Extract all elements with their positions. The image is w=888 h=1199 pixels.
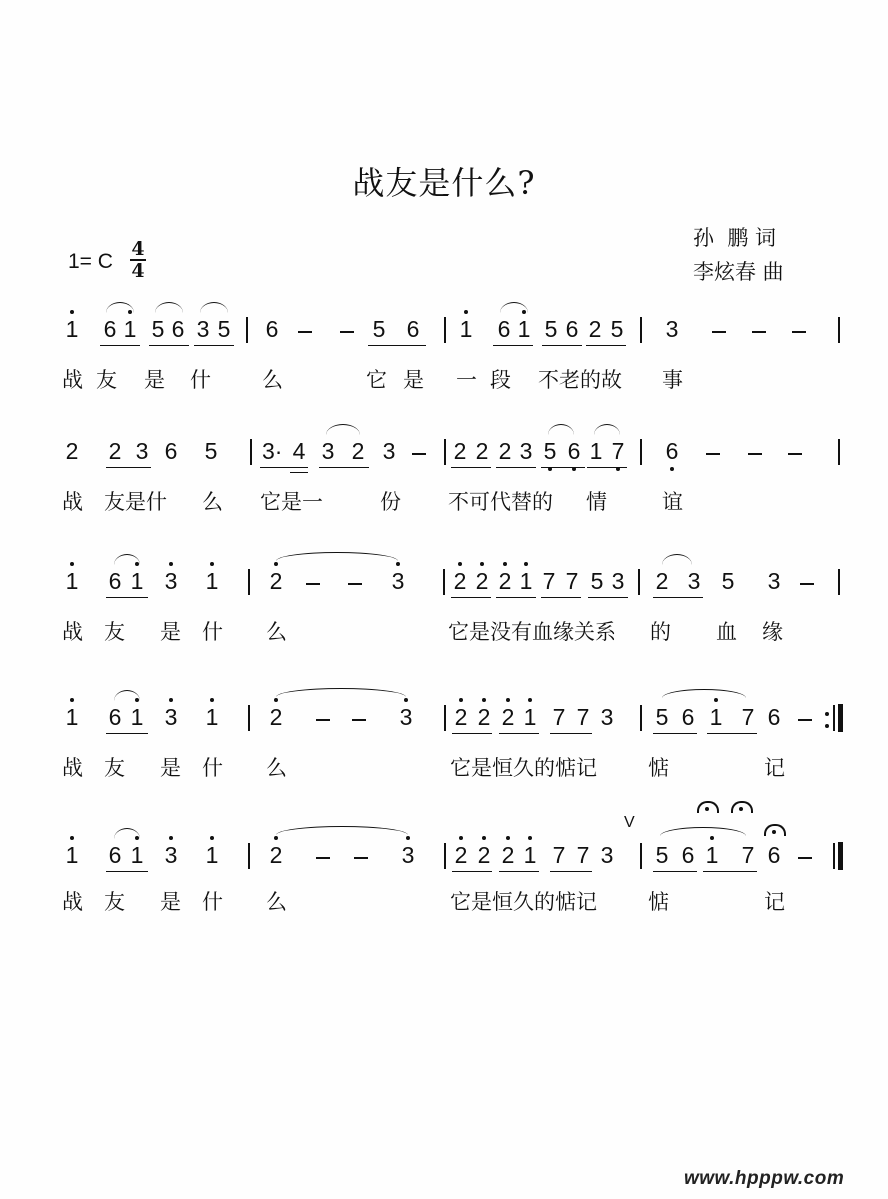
note: 2	[269, 704, 283, 730]
dash	[316, 719, 330, 721]
slur	[155, 302, 183, 313]
slur	[276, 688, 406, 697]
note: 3	[665, 316, 679, 342]
beam	[496, 467, 536, 468]
lyric: 事	[662, 368, 683, 392]
lyric: 它是恒久的惦记	[450, 890, 597, 914]
note: 2	[453, 438, 467, 464]
note: 1	[65, 842, 79, 868]
lyric: 的	[650, 620, 671, 644]
note: 3	[164, 704, 178, 730]
note: 2	[108, 438, 122, 464]
note: 6	[406, 316, 420, 342]
barline	[444, 705, 446, 731]
lyric: 什	[202, 620, 223, 644]
note: 5	[721, 568, 735, 594]
watermark: www.hpppw.com	[684, 1168, 845, 1189]
note: 5	[610, 316, 624, 342]
barline	[838, 317, 840, 343]
note: 2	[269, 568, 283, 594]
beam	[586, 345, 626, 346]
note: 1	[523, 842, 537, 868]
note: 3	[164, 842, 178, 868]
barline	[444, 439, 446, 465]
note: 6	[265, 316, 279, 342]
note: 1	[523, 704, 537, 730]
beam	[587, 467, 627, 468]
note: 5	[204, 438, 218, 464]
barline	[640, 317, 642, 343]
note: 3	[399, 704, 413, 730]
note: 1	[709, 704, 723, 730]
fermata-icon	[764, 824, 786, 836]
dash	[712, 331, 726, 333]
time-signature	[130, 240, 146, 280]
dash	[306, 583, 320, 585]
beam	[106, 597, 148, 598]
note: 5	[590, 568, 604, 594]
note: 6	[767, 842, 781, 868]
note: 3	[600, 704, 614, 730]
dash	[316, 857, 330, 859]
dash	[348, 583, 362, 585]
note: 2	[498, 568, 512, 594]
breath-mark: V	[624, 814, 635, 831]
note: 6	[665, 438, 679, 464]
beam	[452, 733, 492, 734]
lyric: 是	[160, 890, 181, 914]
barline	[444, 317, 446, 343]
note: 2	[477, 704, 491, 730]
slur	[662, 689, 746, 698]
note: 1	[517, 316, 531, 342]
note: 6	[497, 316, 511, 342]
note: 6	[567, 438, 581, 464]
dash	[352, 719, 366, 721]
note: 1	[65, 316, 79, 342]
lyric: 什	[190, 368, 211, 392]
note: 3·	[262, 438, 283, 464]
note: 1	[519, 568, 533, 594]
barline	[246, 317, 248, 343]
note: 6	[171, 316, 185, 342]
note: 6	[767, 704, 781, 730]
time-signature-bottom: 4	[131, 260, 145, 282]
note: 2	[454, 842, 468, 868]
note: 1	[65, 704, 79, 730]
score-line-4	[0, 702, 888, 822]
note: 1	[205, 568, 219, 594]
barline	[833, 843, 835, 869]
note: 7	[741, 704, 755, 730]
note: 7	[741, 842, 755, 868]
dash	[798, 719, 812, 721]
note: 6	[108, 568, 122, 594]
beam	[149, 345, 189, 346]
note: 1	[589, 438, 603, 464]
barline	[838, 439, 840, 465]
lyric: 战	[62, 368, 83, 392]
lyric: 么	[266, 890, 287, 914]
note: 2	[454, 704, 468, 730]
note: 2	[477, 842, 491, 868]
beam	[541, 467, 585, 468]
note: 5	[543, 438, 557, 464]
fermata-icon	[697, 801, 719, 813]
dash	[788, 453, 802, 455]
note: 1	[205, 704, 219, 730]
score-line-3	[0, 566, 888, 686]
note: 7	[552, 842, 566, 868]
dash	[340, 331, 354, 333]
lyric: 是	[144, 368, 165, 392]
note: 3	[391, 568, 405, 594]
barline	[444, 843, 446, 869]
lyric: 记	[764, 756, 785, 780]
beam	[542, 345, 582, 346]
note: 2	[501, 704, 515, 730]
beam	[653, 597, 703, 598]
note: 7	[576, 842, 590, 868]
beam	[100, 345, 140, 346]
lyric: 友是什	[104, 490, 167, 514]
barline	[248, 705, 250, 731]
note: 6	[681, 842, 695, 868]
lyric: 么	[266, 620, 287, 644]
barline	[640, 439, 642, 465]
lyric: 段	[490, 368, 511, 392]
note: 6	[108, 842, 122, 868]
slur	[200, 302, 228, 313]
score-line-1	[0, 314, 888, 434]
beam	[106, 467, 151, 468]
lyric: 惦	[648, 890, 669, 914]
lyric: 谊	[662, 490, 683, 514]
note: 1	[459, 316, 473, 342]
note: 2	[453, 568, 467, 594]
dash	[354, 857, 368, 859]
note: 1	[205, 842, 219, 868]
beam	[451, 597, 491, 598]
lyricist-credit: 孙 鹏 词	[693, 226, 777, 250]
lyric: 么	[262, 368, 283, 392]
note: 6	[681, 704, 695, 730]
lyric: 它是一	[260, 490, 323, 514]
note: 3	[321, 438, 335, 464]
beam	[550, 733, 592, 734]
note: 3	[687, 568, 701, 594]
lyric: 不可代替的	[448, 490, 553, 514]
note: 4	[292, 438, 306, 464]
lyric: 友	[104, 890, 125, 914]
score-line-2	[0, 436, 888, 556]
beam	[653, 871, 697, 872]
beam	[703, 871, 757, 872]
lyric: 么	[266, 756, 287, 780]
slur	[114, 690, 140, 701]
lyric: 友	[104, 620, 125, 644]
lyric: 缘	[762, 620, 783, 644]
lyric: 战	[62, 756, 83, 780]
barline	[640, 705, 642, 731]
barline	[443, 569, 445, 595]
time-signature-top: 4	[131, 238, 145, 260]
beam	[106, 733, 148, 734]
slur	[660, 827, 746, 836]
note: 1	[130, 842, 144, 868]
slur	[500, 302, 528, 313]
note: 7	[565, 568, 579, 594]
dash	[298, 331, 312, 333]
lyric: 友	[104, 756, 125, 780]
beam	[106, 871, 148, 872]
end-barline	[838, 842, 843, 870]
beam	[452, 871, 492, 872]
note: 2	[501, 842, 515, 868]
note: 5	[217, 316, 231, 342]
beam	[194, 345, 234, 346]
lyric: 不老的故	[538, 368, 622, 392]
note: 2	[351, 438, 365, 464]
barline	[640, 843, 642, 869]
lyric: 份	[380, 490, 401, 514]
beam	[541, 597, 581, 598]
note: 3	[164, 568, 178, 594]
lyric: 战	[62, 890, 83, 914]
end-barline	[838, 704, 843, 732]
dash	[792, 331, 806, 333]
note: 5	[655, 842, 669, 868]
song-title: 战友是什么?	[352, 164, 536, 202]
note: 2	[498, 438, 512, 464]
note: 7	[576, 704, 590, 730]
note: 7	[611, 438, 625, 464]
repeat-dots	[825, 712, 829, 728]
note: 3	[600, 842, 614, 868]
dash	[800, 583, 814, 585]
dash	[748, 453, 762, 455]
lyric: 么	[202, 490, 223, 514]
note: 5	[151, 316, 165, 342]
barline	[248, 569, 250, 595]
lyric: 它	[366, 368, 387, 392]
note: 1	[130, 568, 144, 594]
note: 3	[401, 842, 415, 868]
note: 1	[130, 704, 144, 730]
key-signature: 1= C	[68, 250, 113, 273]
lyric: 它是恒久的惦记	[450, 756, 597, 780]
note: 1	[65, 568, 79, 594]
beam	[550, 871, 592, 872]
dash	[798, 857, 812, 859]
lyric: 是	[160, 756, 181, 780]
note: 7	[542, 568, 556, 594]
note: 7	[552, 704, 566, 730]
beam	[451, 467, 491, 468]
beam	[588, 597, 628, 598]
dash	[752, 331, 766, 333]
lyric: 情	[586, 490, 607, 514]
fermata-icon	[731, 801, 753, 813]
dash	[412, 453, 426, 455]
barline	[250, 439, 252, 465]
barline	[638, 569, 640, 595]
beam	[319, 467, 369, 468]
lyric: 什	[202, 756, 223, 780]
note: 2	[588, 316, 602, 342]
note: 6	[108, 704, 122, 730]
lyric: 战	[62, 490, 83, 514]
beam	[496, 597, 536, 598]
lyric: 什	[202, 890, 223, 914]
lyric: 是	[160, 620, 181, 644]
lyric: 记	[764, 890, 785, 914]
slur	[106, 302, 134, 313]
note: 3	[767, 568, 781, 594]
note: 5	[372, 316, 386, 342]
note: 3	[519, 438, 533, 464]
slur	[114, 828, 140, 839]
beam	[260, 467, 308, 468]
beam	[290, 472, 308, 473]
note: 2	[65, 438, 79, 464]
note: 5	[655, 704, 669, 730]
lyric: 惦	[648, 756, 669, 780]
note: 2	[475, 568, 489, 594]
beam	[499, 871, 539, 872]
lyric: 血	[716, 620, 737, 644]
lyric: 一	[456, 368, 477, 392]
note: 1	[123, 316, 137, 342]
lyric: 是	[403, 368, 424, 392]
lyric: 它是没有血缘关系	[448, 620, 616, 644]
slur	[276, 826, 408, 835]
note: 3	[382, 438, 396, 464]
note: 6	[103, 316, 117, 342]
score-line-5	[0, 814, 888, 960]
lyric: 战	[62, 620, 83, 644]
dash	[706, 453, 720, 455]
beam	[368, 345, 426, 346]
beam	[653, 733, 697, 734]
beam	[707, 733, 757, 734]
note: 6	[164, 438, 178, 464]
note: 2	[269, 842, 283, 868]
note: 5	[544, 316, 558, 342]
note: 2	[655, 568, 669, 594]
beam	[499, 733, 539, 734]
barline	[248, 843, 250, 869]
note: 3	[196, 316, 210, 342]
composer-credit: 李炫春 曲	[693, 260, 784, 284]
lyric: 友	[96, 368, 117, 392]
barline	[838, 569, 840, 595]
note: 1	[705, 842, 719, 868]
note: 2	[475, 438, 489, 464]
note: 3	[135, 438, 149, 464]
note: 6	[565, 316, 579, 342]
note: 3	[611, 568, 625, 594]
barline	[833, 705, 835, 731]
beam	[493, 345, 533, 346]
